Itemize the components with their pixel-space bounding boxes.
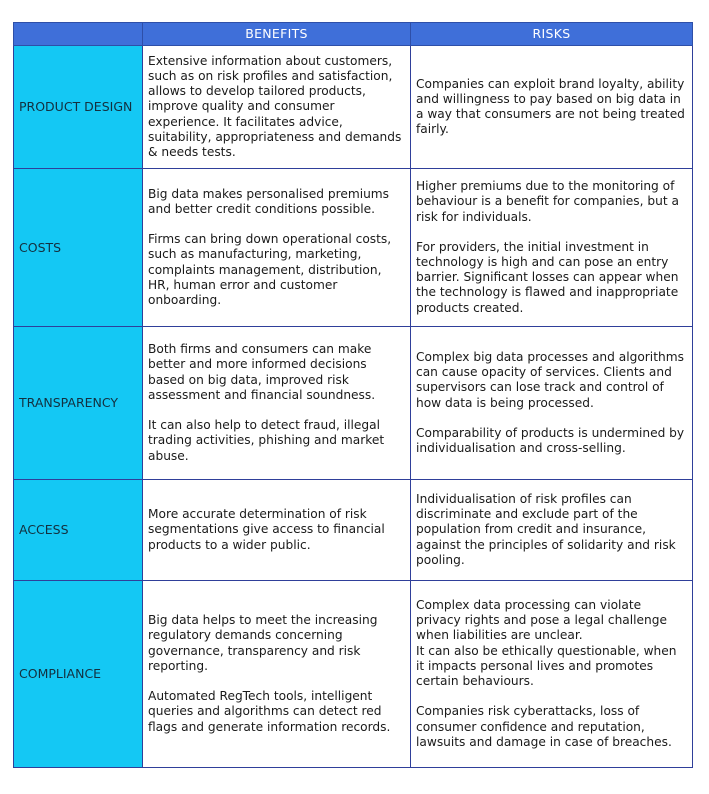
benefits-risks-table	[13, 22, 693, 768]
table-row	[14, 46, 693, 169]
benefits-cell	[143, 169, 411, 327]
risks-cell	[411, 46, 693, 169]
header-blank	[14, 23, 143, 46]
risks-cell	[411, 169, 693, 327]
benefit-text: More accurate determination of risk segmentations give access to financial products to a wider public.	[148, 507, 385, 552]
risk-text: Higher premiums due to the monitoring of behaviour is a benefit for companies, but a risk for individuals.	[416, 179, 679, 224]
table-row	[14, 327, 693, 480]
risk-text: Comparability of products is undermined by individualisation and cross-selling.	[416, 425, 685, 455]
risks-cell	[411, 480, 693, 581]
row-label-costs: COSTS	[14, 169, 143, 327]
header-risks: RISKS	[411, 23, 693, 46]
row-label-transparency: TRANSPARENCY	[14, 327, 143, 480]
row-label-access: ACCESS	[14, 480, 143, 581]
risk-text: Companies risk cyberattacks, loss of consumer confidence and reputation, lawsuits and damage in case of breaches.	[416, 704, 672, 749]
benefit-text: Extensive information about customers, such as on risk profiles and satisfaction, allows to develop tailored products, improve quality and consumer experience. It facilitates advice, suitability, appropriateness and demands & needs tests.	[148, 53, 402, 159]
risks-cell	[411, 581, 693, 768]
benefit-text: Both firms and consumers can make better and more informed decisions based on big data, improved risk assessment and financial soundness.	[148, 342, 376, 402]
benefits-cell	[143, 480, 411, 581]
header-benefits: BENEFITS	[143, 23, 411, 46]
table-row	[14, 480, 693, 581]
benefit-text: Firms can bring down operational costs, such as manufacturing, marketing, complaints management, distribution, HR, human error and customer onboarding.	[148, 232, 392, 307]
benefit-text: Automated RegTech tools, intelligent queries and algorithms can detect red flags and generate information records.	[148, 689, 391, 734]
risk-text: It can also be ethically questionable, when it impacts personal lives and promotes certain behaviours.	[416, 643, 677, 689]
benefits-cell	[143, 327, 411, 480]
benefits-cell	[143, 581, 411, 768]
risk-text: Complex big data processes and algorithms can cause opacity of services. Clients and supervisors can lose track and control of how data is being processed.	[416, 349, 684, 410]
row-label-product-design: PRODUCT DESIGN	[14, 46, 143, 169]
risk-text: For providers, the initial investment in technology is high and can pose an entry barrier. Significant losses can appear when the technology is flawed and inappropriate products created.	[416, 239, 679, 315]
benefit-text: Big data helps to meet the increasing regulatory demands concerning governance, transparency and risk reporting.	[148, 613, 378, 673]
table-row	[14, 581, 693, 768]
risks-cell	[411, 327, 693, 480]
risk-text: Complex data processing can violate privacy rights and pose a legal challenge when liabilities are unclear.	[416, 598, 667, 643]
risk-text: Individualisation of risk profiles can discriminate and exclude part of the population from credit and insurance, against the principles of solidarity and risk pooling.	[416, 491, 676, 567]
risk-text: Companies can exploit brand loyalty, ability and willingness to pay based on big data in a way that consumers are not being treated fairly.	[416, 76, 685, 137]
benefit-text: It can also help to detect fraud, illegal trading activities, phishing and market abuse.	[148, 418, 385, 463]
benefit-text: Big data makes personalised premiums and better credit conditions possible.	[148, 186, 390, 216]
table-row	[14, 169, 693, 327]
row-label-compliance: COMPLIANCE	[14, 581, 143, 768]
benefits-cell	[143, 46, 411, 169]
header-row	[14, 23, 693, 46]
